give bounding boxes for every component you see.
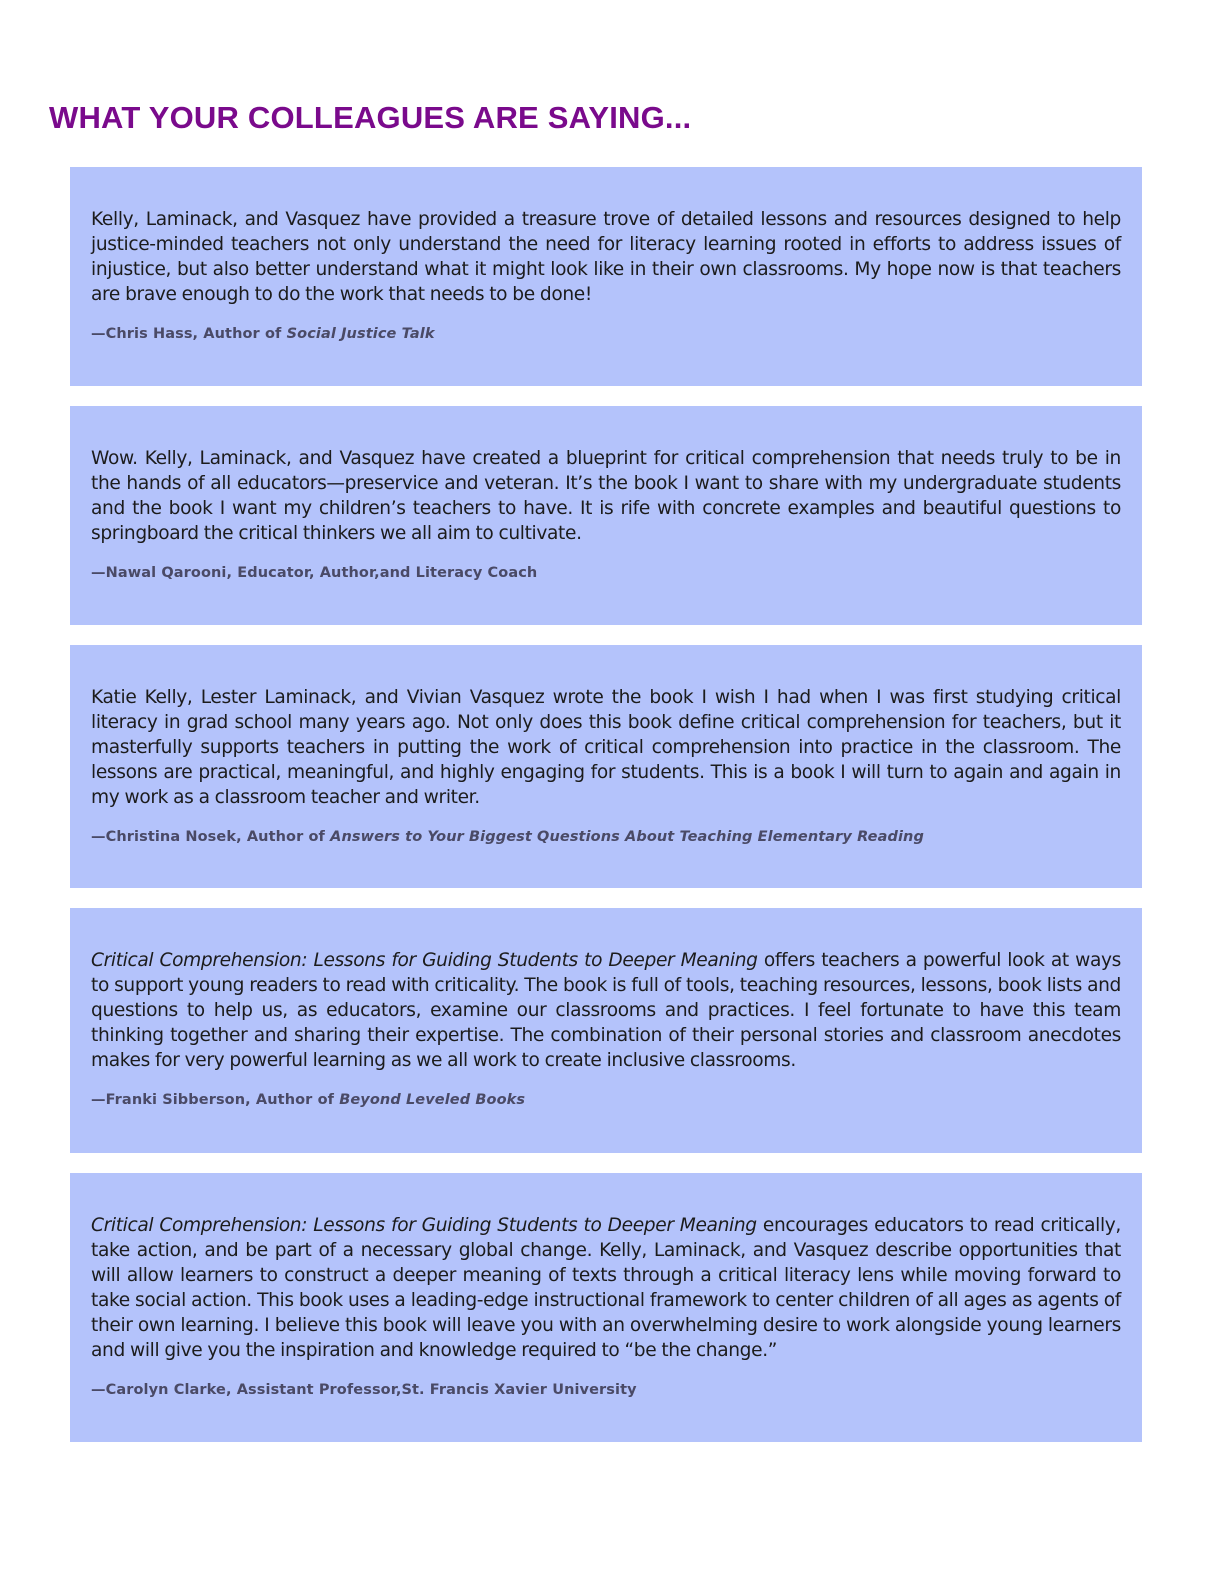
testimonial-card bbox=[70, 645, 1142, 888]
testimonial-quote bbox=[91, 446, 1121, 546]
attribution-work: Beyond Leveled Books bbox=[339, 1092, 526, 1108]
testimonial-card bbox=[70, 167, 1142, 386]
testimonial-quote bbox=[91, 207, 1121, 307]
page-title: WHAT YOUR COLLEAGUES ARE SAYING... bbox=[49, 100, 692, 135]
attribution-author: —Chris Hass, Author of bbox=[91, 326, 287, 342]
testimonial-quote bbox=[91, 1213, 1121, 1363]
attribution-work: Answers to Your Biggest Questions About Teaching Elementary Reading bbox=[330, 829, 924, 845]
testimonial-card bbox=[70, 908, 1142, 1153]
testimonial-card bbox=[70, 406, 1142, 625]
quote-text: Wow. Kelly, Laminack, and Vasquez have created a blueprint for critical comprehension that needs truly to be in the hands of all educators—preservice and veteran. It’s the book I want to share with my undergraduate students and the book I want my children’s teachers to have. It is rife with concrete examples and beautiful questions to springboard the critical thinkers we all aim to cultivate. bbox=[91, 448, 1121, 544]
testimonial-attribution bbox=[91, 1382, 1121, 1398]
quote-text: Katie Kelly, Lester Laminack, and Vivian Vasquez wrote the book I wish I had when I was first studying critical literacy in grad school many years ago. Not only does this book define critical comprehension for teachers, but it masterfully supports teachers in putting the work of critical comprehension into practice in the classroom. The lessons are practical, meaningful, and highly engaging for students. This is a book I will turn to again and again in my work as a classroom teacher and writer. bbox=[91, 687, 1121, 808]
testimonial-attribution bbox=[91, 1092, 1121, 1108]
quoted-book-title: Critical Comprehension: Lessons for Guiding Students to Deeper Meaning bbox=[91, 950, 758, 971]
testimonial-quote bbox=[91, 685, 1121, 810]
quoted-book-title: Critical Comprehension: Lessons for Guiding Students to Deeper Meaning bbox=[91, 1215, 757, 1236]
testimonial-card bbox=[70, 1173, 1142, 1442]
quote-text: offers teachers a powerful look at ways to support young readers to read with criticality. The book is full of tools, teaching resources, lessons, book lists and questions to help us, as educators, examine our classrooms and practices. I feel fortunate to have this team thinking together and sharing their expertise. The combination of their personal stories and classroom anecdotes makes for very powerful learning as we all work to create inclusive classrooms. bbox=[91, 950, 1121, 1071]
quote-text: Kelly, Laminack, and Vasquez have provided a treasure trove of detailed lessons and resources designed to help justice-minded teachers not only understand the need for literacy learning rooted in efforts to address issues of injustice, but also better understand what it might look like in their own classrooms. My hope now is that teachers are brave enough to do the work that needs to be done! bbox=[91, 209, 1121, 305]
testimonial-attribution bbox=[91, 829, 1121, 845]
attribution-author: —Christina Nosek, Author of bbox=[91, 829, 331, 845]
attribution-author: —Carolyn Clarke, Assistant Professor,St. Francis Xavier University bbox=[91, 1382, 637, 1398]
testimonial-attribution bbox=[91, 326, 1121, 342]
testimonial-quote bbox=[91, 948, 1121, 1073]
quote-text: encourages educators to read critically, take action, and be part of a necessary global change. Kelly, Laminack, and Vasquez describe opportunities that will allow learners to construct a deeper meaning of texts through a critical literacy lens while moving forward to take social action. This book uses a leading-edge instructional framework to center children of all ages as agents of their own learning. I believe this book will leave you with an overwhelming desire to work alongside young learners and will give you the inspiration and knowledge required to “be the change.” bbox=[91, 1215, 1121, 1361]
attribution-work: Social Justice Talk bbox=[286, 326, 435, 342]
attribution-author: —Franki Sibberson, Author of bbox=[91, 1092, 340, 1108]
attribution-author: —Nawal Qarooni, Educator, Author,and Literacy Coach bbox=[91, 565, 538, 581]
testimonials-list bbox=[70, 167, 1142, 1462]
testimonial-attribution bbox=[91, 565, 1121, 581]
